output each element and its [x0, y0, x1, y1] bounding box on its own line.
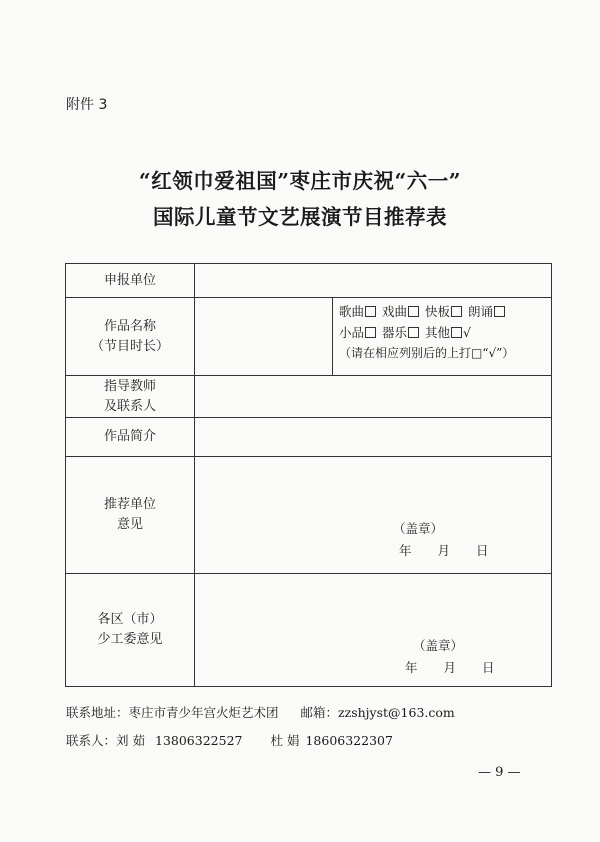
label-instructor-1: 指导教师	[103, 378, 156, 394]
footer-address-line	[66, 703, 455, 721]
field-district-opinion[interactable]	[195, 574, 552, 687]
label-work-name-2: （节目时长）	[90, 338, 169, 354]
date-day: 日	[476, 543, 489, 558]
contact-label: 联系人：	[66, 733, 117, 748]
option-skit[interactable]: 小品	[339, 322, 376, 343]
checkbox-icon[interactable]	[451, 327, 462, 338]
label-recommender-opinion	[66, 457, 195, 574]
row-recommender-opinion	[66, 457, 552, 574]
contact1-phone: 13806322527	[155, 733, 243, 748]
date-line	[399, 541, 489, 559]
label-work-name	[66, 298, 195, 376]
title-line-2: 国际儿童节文艺展演节目推荐表	[153, 205, 447, 229]
contact2-name: 杜 娟	[270, 733, 300, 748]
checkbox-icon[interactable]	[408, 306, 419, 317]
contact2-phone: 18606322307	[305, 733, 393, 748]
label-district-2: 少工委意见	[97, 632, 163, 647]
label-work-name-1: 作品名称	[103, 318, 156, 334]
footer-contact-line	[66, 731, 393, 749]
label-recommender-1: 推荐单位	[103, 497, 156, 512]
seal-label: （盖章）	[393, 521, 444, 536]
field-work-intro[interactable]	[195, 418, 552, 457]
date-year: 年	[399, 543, 412, 558]
checkbox-icon[interactable]	[494, 306, 505, 317]
row-work-name	[66, 298, 552, 376]
row-applicant-unit	[66, 264, 552, 298]
option-instrumental[interactable]: 器乐	[382, 322, 419, 343]
check-mark-icon: √	[463, 325, 472, 340]
label-district-1: 各区（市）	[97, 612, 163, 627]
label-recommender-2: 意见	[116, 517, 143, 532]
date-month: 月	[443, 660, 457, 675]
attachment-label: 附件 3	[66, 97, 108, 113]
page-number: — 9 —	[478, 765, 521, 780]
checkbox-icon[interactable]	[365, 327, 376, 338]
field-instructor[interactable]	[195, 376, 552, 418]
address-label: 联系地址：	[66, 705, 129, 720]
seal-label: （盖章）	[413, 638, 464, 653]
label-instructor	[66, 376, 195, 418]
row-district-opinion	[66, 574, 552, 687]
title-line-1: “红领巾爱祖国”枣庄市庆祝“六一”	[138, 169, 462, 193]
label-district-opinion	[66, 574, 195, 687]
email-link[interactable]: zzshjyst@163.com	[338, 705, 455, 720]
contact1-name: 刘 茹	[116, 733, 145, 748]
label-applicant-unit: 申报单位	[66, 264, 195, 298]
option-recitation[interactable]: 朗诵	[468, 301, 505, 322]
checkbox-icon[interactable]	[365, 306, 376, 317]
field-work-name[interactable]	[195, 298, 333, 376]
option-kuaiban[interactable]: 快板	[425, 301, 462, 322]
recommendation-form-table	[65, 263, 552, 687]
field-applicant-unit[interactable]	[195, 264, 552, 298]
instruction-text: （请在相应列别后的上打□“√”）	[339, 346, 515, 360]
row-work-intro	[66, 418, 552, 457]
option-other[interactable]: 其他 √	[425, 325, 472, 340]
date-month: 月	[437, 543, 451, 558]
date-year: 年	[405, 660, 418, 675]
date-day: 日	[482, 660, 495, 675]
label-work-intro: 作品简介	[66, 418, 195, 457]
address: 枣庄市青少年宫火炬艺术团	[128, 705, 279, 720]
label-instructor-2: 及联系人	[103, 398, 156, 414]
row-instructor	[66, 376, 552, 418]
field-recommender-opinion[interactable]	[195, 457, 552, 574]
category-options-cell	[333, 298, 552, 376]
email-label: 邮箱：	[300, 705, 339, 720]
option-opera[interactable]: 戏曲	[382, 301, 419, 322]
option-song[interactable]: 歌曲	[339, 301, 376, 322]
checkbox-icon[interactable]	[451, 306, 462, 317]
date-line	[405, 658, 495, 676]
checkbox-icon[interactable]	[408, 327, 419, 338]
